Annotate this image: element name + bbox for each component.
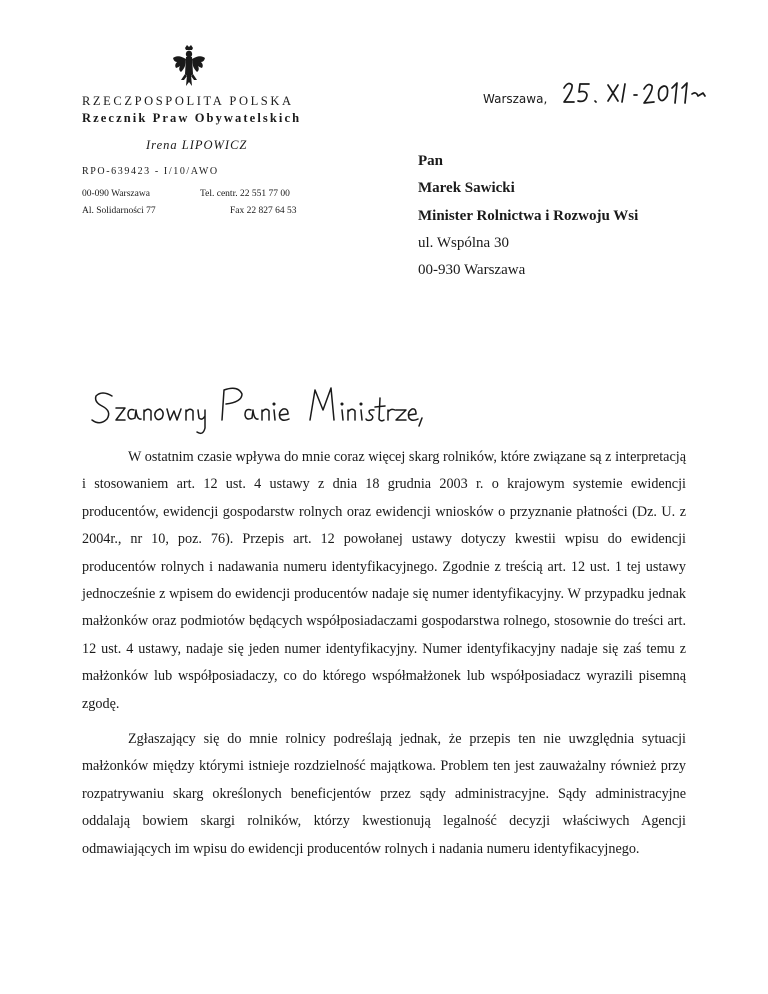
office-address-street: Al. Solidarności 77 bbox=[82, 206, 156, 216]
recipient-name: Marek Sawicki bbox=[418, 180, 515, 196]
recipient-position: Minister Rolnictwa i Rozwoju Wsi bbox=[418, 208, 639, 224]
office-address-postal: 00-090 Warszawa bbox=[82, 189, 150, 199]
institution-name: RZECZPOSPOLITA POLSKA bbox=[82, 94, 294, 108]
recipient-title: Pan bbox=[418, 153, 444, 169]
letter-city: Warszawa, bbox=[483, 92, 548, 106]
recipient-postal: 00-930 Warszawa bbox=[418, 262, 526, 278]
official-name: Irena LIPOWICZ bbox=[146, 138, 248, 152]
polish-eagle-emblem bbox=[172, 44, 206, 90]
reference-number: RPO-639423 - I/10/AWO bbox=[82, 166, 219, 177]
recipient-street: ul. Wspólna 30 bbox=[418, 235, 509, 251]
body-paragraph-1: W ostatnim czasie wpływa do mnie coraz więcej skarg rolników, które związane są z interpretacją i stosowaniem art. 12 ust. 4 ustawy z dnia 18 grudnia 2003 r. o krajowym systemie ewidencji producentów, ewidencji gospodarstw rolnych oraz ewidencji wniosków o przyznanie płatności (Dz. U. z 2004r., nr 10, poz. 76). Przepis art. 12 powołanej ustawy dotyczy kwestii wpisu do ewidencji producentów rolnych i nadawania numeru identyfikacyjnego. Zgodnie z treścią art. 12 ust. 1 tej ustawy jednocześnie z wpisem do ewidencji producentów nadaje się numer identyfikacyjny. W przypadku jednak małżonków oraz podmiotów będących współposiadaczami gospodarstwa rolnego, stosownie do treści art. 12 ust. 4 ustawy, nadaje się jeden numer identyfikacyjny. Numer identyfikacyjny nadaje się zaś temu z małżonków lub współposiadaczy, co do którego współmałżonek lub współposiadacz wyrazili pisemną zgodę. bbox=[82, 449, 686, 712]
office-phone: Tel. centr. 22 551 77 00 bbox=[200, 189, 290, 199]
handwritten-salutation bbox=[88, 380, 428, 440]
body-paragraph-2: Zgłaszający się do mnie rolnicy podreślają jednak, że przepis ten nie uwzględnia sytuacji małżonków między którymi istnieje rozdzielność majątkowa. Problem ten jest zauważalny również przy rozpatrywaniu skarg określonych beneficjentów przez sądy administracyjne. Sądy administracyjne oddalają bowiem skargi rolników, którzy kwestionują legalność decyzji właściwych Agencji odmawiających im wpisu do ewidencji producentów rolnych i nadania numeru identyfikacyjnego. bbox=[82, 731, 686, 857]
handwritten-date bbox=[562, 76, 712, 110]
office-name: Rzecznik Praw Obywatelskich bbox=[82, 111, 302, 125]
office-fax: Fax 22 827 64 53 bbox=[230, 206, 297, 216]
